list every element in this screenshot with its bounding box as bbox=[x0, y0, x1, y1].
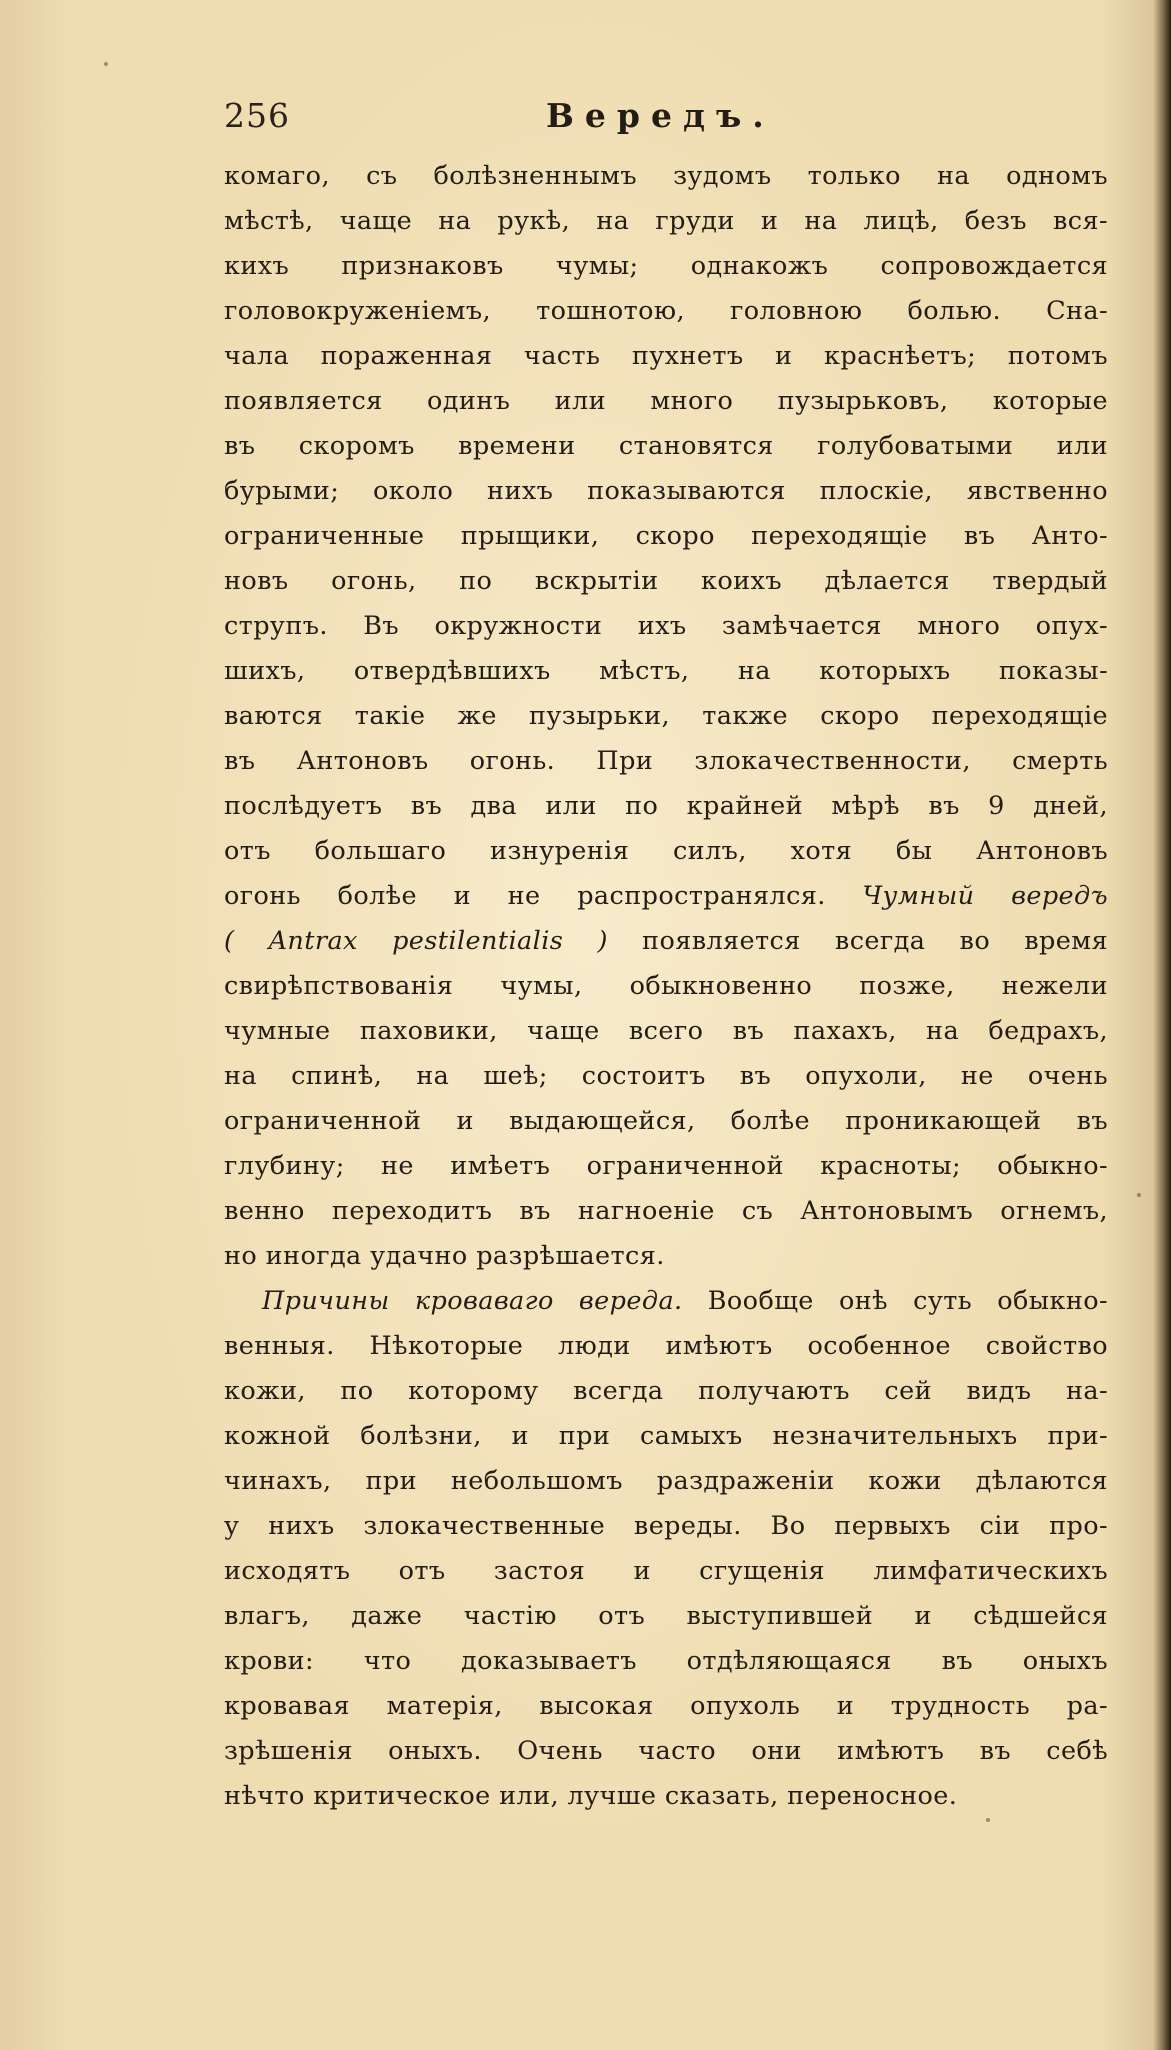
text-line bbox=[224, 1234, 1108, 1279]
text-line bbox=[224, 154, 1108, 199]
text-line bbox=[224, 469, 1108, 514]
text-line bbox=[224, 1549, 1108, 1594]
text-run: влагъ, даже частію отъ выступившей и сѣдшейся bbox=[224, 1601, 1108, 1631]
page-number: 256 bbox=[224, 96, 290, 135]
text-run: ограниченной и выдающейся, болѣе проникающей въ bbox=[224, 1106, 1108, 1136]
text-line bbox=[224, 1009, 1108, 1054]
text-run: отъ большаго изнуренія силъ, хотя бы Антоновъ bbox=[224, 836, 1108, 866]
text-line bbox=[224, 1189, 1108, 1234]
text-run: ограниченные прыщики, скоро переходящіе въ Анто- bbox=[224, 521, 1108, 551]
text-run: кожной болѣзни, и при самыхъ незначительныхъ при- bbox=[224, 1421, 1108, 1451]
text-run: комаго, съ болѣзненнымъ зудомъ только на одномъ bbox=[224, 161, 1108, 191]
italic-text-run: Причины кроваваго вереда. bbox=[262, 1286, 683, 1316]
text-line bbox=[224, 1459, 1108, 1504]
text-run: чала пораженная часть пухнетъ и краснѣетъ; потомъ bbox=[224, 341, 1108, 371]
text-run: мѣстѣ, чаще на рукѣ, на груди и на лицѣ, безъ вся- bbox=[224, 206, 1108, 236]
text-line bbox=[224, 919, 1108, 964]
text-run: въ скоромъ времени становятся голубоватыми или bbox=[224, 431, 1108, 461]
text-line bbox=[224, 649, 1108, 694]
text-line bbox=[224, 964, 1108, 1009]
text-line bbox=[224, 244, 1108, 289]
text-line bbox=[224, 1369, 1108, 1414]
text-run: зрѣшенія оныхъ. Очень часто они имѣютъ въ себѣ bbox=[224, 1736, 1108, 1766]
text-line bbox=[224, 379, 1108, 424]
text-run: появляется всегда во время bbox=[607, 926, 1108, 956]
text-run: нѣчто критическое или, лучше сказать, переносное. bbox=[224, 1781, 958, 1811]
text-line bbox=[224, 1414, 1108, 1459]
text-line bbox=[224, 1639, 1108, 1684]
text-line bbox=[224, 1324, 1108, 1369]
text-run: у нихъ злокачественные вереды. Во первыхъ сіи про- bbox=[224, 1511, 1108, 1541]
text-run: струпъ. Въ окружности ихъ замѣчается много опух- bbox=[224, 611, 1108, 641]
text-line bbox=[224, 1729, 1108, 1774]
text-line bbox=[224, 784, 1108, 829]
text-line bbox=[224, 1099, 1108, 1144]
text-line bbox=[224, 1774, 1108, 1819]
text-run: чинахъ, при небольшомъ раздраженіи кожи дѣлаются bbox=[224, 1466, 1108, 1496]
text-line bbox=[224, 1504, 1108, 1549]
text-run: крови: что доказываетъ отдѣляющаяся въ оныхъ bbox=[224, 1646, 1108, 1676]
text-line bbox=[224, 1054, 1108, 1099]
paper-speck bbox=[1137, 1193, 1141, 1197]
text-line bbox=[224, 829, 1108, 874]
text-run: на спинѣ, на шеѣ; состоитъ въ опухоли, не очень bbox=[224, 1061, 1108, 1091]
text-line bbox=[224, 1594, 1108, 1639]
text-run: венныя. Нѣкоторые люди имѣютъ особенное свойство bbox=[224, 1331, 1108, 1361]
body-text bbox=[224, 154, 1108, 1819]
text-run: кихъ признаковъ чумы; однакожъ сопровождается bbox=[224, 251, 1108, 281]
text-run: огонь болѣе и не распространялся. bbox=[224, 881, 863, 911]
paper-speck bbox=[986, 1818, 990, 1822]
text-line bbox=[224, 1279, 1108, 1324]
text-line bbox=[224, 604, 1108, 649]
italic-text-run: Чумный вередъ bbox=[862, 881, 1108, 911]
binding-edge bbox=[1153, 0, 1171, 2050]
text-run: въ Антоновъ огонь. При злокачественности, смерть bbox=[224, 746, 1108, 776]
paper-speck bbox=[104, 62, 108, 66]
text-run: ваются такіе же пузырьки, также скоро переходящіе bbox=[224, 701, 1108, 731]
text-run: но иногда удачно разрѣшается. bbox=[224, 1241, 665, 1271]
page-header bbox=[224, 96, 1124, 140]
text-run: Вообще онѣ суть обыкно- bbox=[682, 1286, 1108, 1316]
text-run: бурыми; около нихъ показываются плоскіе, явственно bbox=[224, 476, 1108, 506]
text-line bbox=[224, 424, 1108, 469]
text-run: послѣдуетъ въ два или по крайней мѣрѣ въ 9 дней, bbox=[224, 791, 1108, 821]
text-run: головокруженіемъ, тошнотою, головною болью. Сна- bbox=[224, 296, 1108, 326]
text-line bbox=[224, 289, 1108, 334]
text-line bbox=[224, 694, 1108, 739]
text-run: кровавая матерія, высокая опухоль и трудность ра- bbox=[224, 1691, 1108, 1721]
text-run: исходятъ отъ застоя и сгущенія лимфатическихъ bbox=[224, 1556, 1108, 1586]
text-line bbox=[224, 199, 1108, 244]
text-run: появляется одинъ или много пузырьковъ, которые bbox=[224, 386, 1108, 416]
text-line bbox=[224, 514, 1108, 559]
text-run: свирѣпствованія чумы, обыкновенно позже, нежели bbox=[224, 971, 1108, 1001]
text-run: шихъ, отвердѣвшихъ мѣстъ, на которыхъ показы- bbox=[224, 656, 1108, 686]
text-run: новъ огонь, по вскрытіи коихъ дѣлается твердый bbox=[224, 566, 1108, 596]
text-line bbox=[224, 1684, 1108, 1729]
text-line bbox=[224, 1144, 1108, 1189]
text-line bbox=[224, 739, 1108, 784]
text-line bbox=[224, 334, 1108, 379]
running-title: Вередъ. bbox=[546, 96, 775, 135]
italic-text-run: ( Antrax pestilentialis ) bbox=[224, 926, 608, 956]
text-run: венно переходитъ въ нагноеніе съ Антоновымъ огнемъ, bbox=[224, 1196, 1108, 1226]
text-run: чумные паховики, чаще всего въ пахахъ, на бедрахъ, bbox=[224, 1016, 1108, 1046]
text-line bbox=[224, 559, 1108, 604]
text-run: кожи, по которому всегда получаютъ сей видъ на- bbox=[224, 1376, 1108, 1406]
text-run: глубину; не имѣетъ ограниченной красноты; обыкно- bbox=[224, 1151, 1108, 1181]
text-line bbox=[224, 874, 1108, 919]
